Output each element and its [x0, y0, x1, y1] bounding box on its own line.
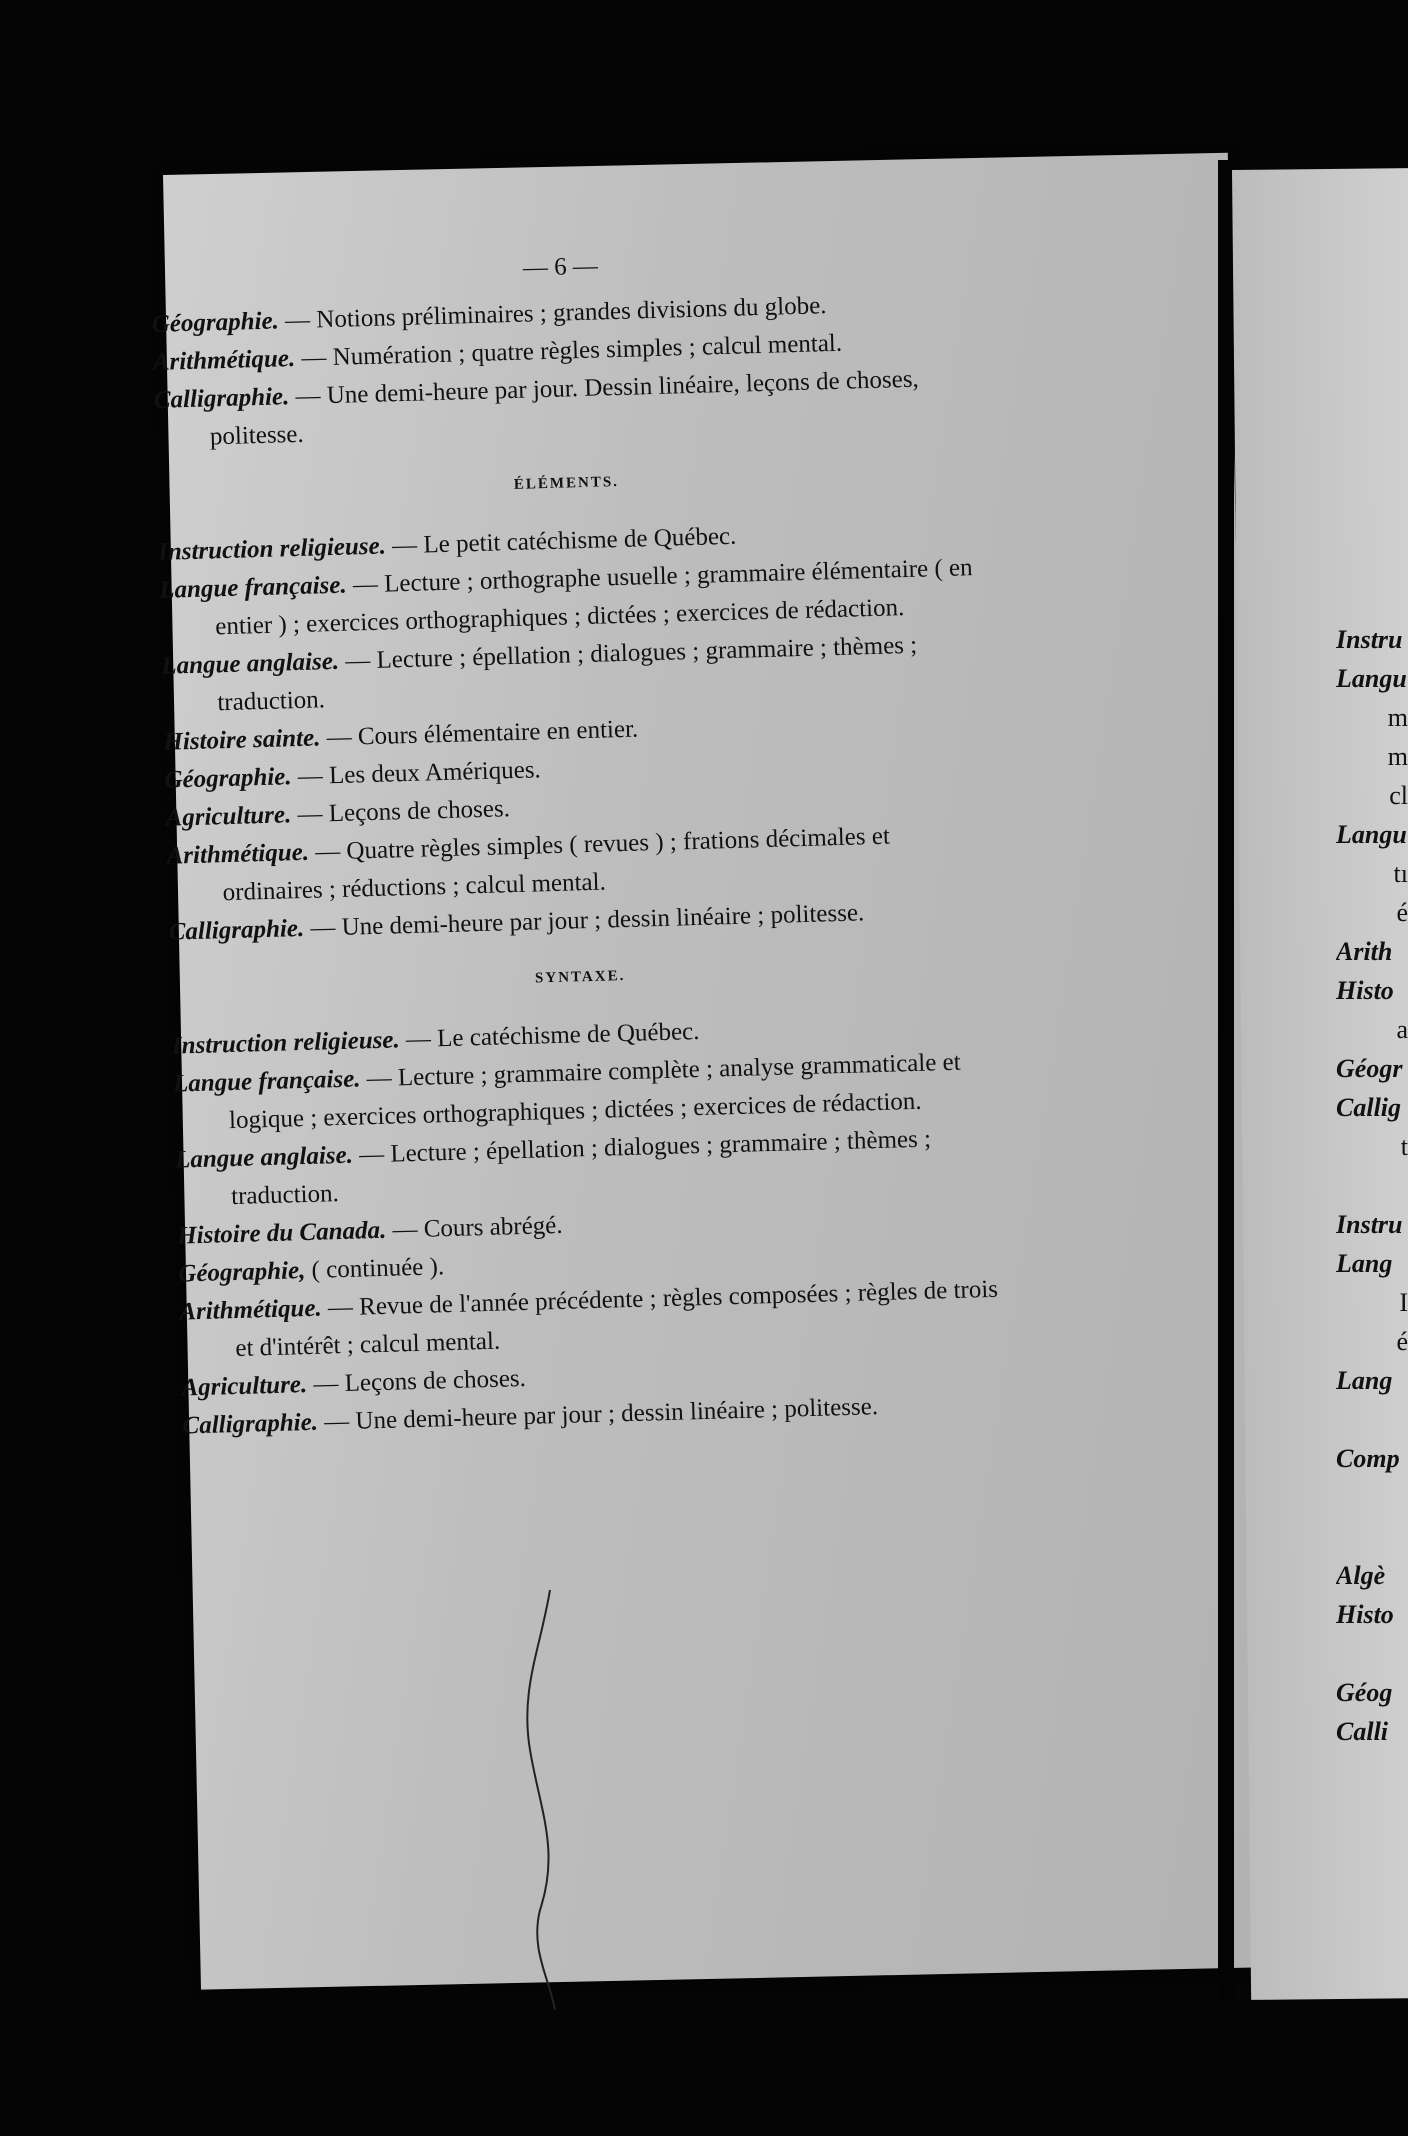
- subject-label: Instruction religieuse.: [157, 532, 387, 566]
- fragment: Langu: [1336, 664, 1407, 693]
- subject-label: Langue française.: [172, 1065, 361, 1098]
- fragment: Lang: [1336, 1249, 1393, 1278]
- fragment: Algè: [1336, 1561, 1386, 1590]
- subject-text: — Notions préliminaires ; grandes divisions du globe.: [278, 292, 827, 335]
- fragment: Lang: [1336, 1366, 1393, 1395]
- fragment: Géogr: [1336, 1054, 1403, 1083]
- fragment: I: [1399, 1288, 1408, 1317]
- subject-text: — Les deux Amériques.: [291, 756, 542, 791]
- subject-text: — Lecture ; épellation ; dialogues ; grammaire ; thèmes ; traduction.: [230, 1125, 932, 1211]
- fragment: Instru: [1336, 625, 1403, 654]
- subject-text: — Revue de l'année précédente ; règles composées ; règles de trois et d'intérêt ; calcul mental.: [235, 1275, 999, 1363]
- section-elements: [158, 511, 989, 952]
- fragment: [1336, 1517, 1408, 1556]
- subject-text: — Numération ; quatre règles simples ; calcul mental.: [294, 329, 843, 372]
- subject-text: — Le catéchisme de Québec.: [399, 1017, 700, 1054]
- subject-label: Calligraphie.: [168, 914, 305, 946]
- fragment: Histo: [1336, 976, 1394, 1005]
- fragment: [1336, 1400, 1408, 1439]
- fragment: [1336, 1478, 1408, 1517]
- section-intro: [151, 283, 975, 458]
- fragment: Comp: [1336, 1444, 1400, 1473]
- section-syntaxe: [171, 1005, 1002, 1446]
- facing-page-fragments: [1336, 620, 1408, 1751]
- subject-label: Histoire du Canada.: [176, 1216, 387, 1250]
- fragment: Arith: [1336, 937, 1393, 966]
- fragment: é: [1396, 898, 1408, 927]
- subject-text: — Une demi-heure par jour. Dessin linéaire, leçons de choses, politesse.: [209, 365, 920, 451]
- subject-label: Géographie,: [177, 1257, 306, 1288]
- subject-label: Calligraphie.: [182, 1408, 319, 1440]
- subject-text: — Le petit catéchisme de Québec.: [385, 522, 737, 560]
- subject-label: Arithmétique.: [152, 344, 296, 376]
- page-number: — 6 —: [522, 252, 599, 282]
- fragment: t: [1400, 1132, 1408, 1161]
- subject-label: Agriculture.: [165, 801, 292, 832]
- subject-label: Histoire sainte.: [163, 724, 321, 756]
- fragment: Instru: [1336, 1210, 1403, 1239]
- fragment: cl: [1389, 781, 1408, 810]
- fragment: Histo: [1336, 1600, 1394, 1629]
- fragment: Langu: [1336, 820, 1407, 849]
- fragment: [1336, 1634, 1408, 1673]
- fragment: Calli: [1336, 1717, 1389, 1746]
- fragment: Géog: [1336, 1678, 1393, 1707]
- subject-text: — Leçons de choses.: [306, 1364, 527, 1399]
- subject-text: ( continuée ).: [304, 1253, 445, 1285]
- fragment: [1336, 1166, 1408, 1205]
- subject-text: — Lecture ; grammaire complète ; analyse grammaticale et logique ; exercices orthographiques ; dictées ; exercices de rédaction.: [228, 1048, 962, 1135]
- subject-text: — Quatre règles simples ( revues ) ; frations décimales et ordinaires ; réductions ; calcul mental.: [222, 822, 891, 907]
- subject-text: — Leçons de choses.: [290, 795, 511, 829]
- subject-text: — Une demi-heure par jour ; dessin linéaire ; politesse.: [303, 899, 865, 942]
- subject-label: Langue anglaise.: [174, 1141, 354, 1174]
- subject-label: Arithmétique.: [179, 1294, 323, 1326]
- fragment: m: [1387, 742, 1408, 771]
- fragment: é: [1396, 1327, 1408, 1356]
- subject-text: — Cours abrégé.: [385, 1211, 563, 1244]
- fragment: a: [1396, 1015, 1408, 1044]
- subject-text: — Cours élémentaire en entier.: [320, 715, 639, 752]
- fragment: m: [1387, 703, 1408, 732]
- subject-label: Langue anglaise.: [160, 647, 340, 680]
- section-heading-syntaxe: SYNTAXE.: [534, 968, 626, 987]
- subject-text: — Lecture ; épellation ; dialogues ; grammaire ; thèmes ; traduction.: [217, 631, 918, 717]
- fragment: Callig: [1336, 1093, 1402, 1122]
- page-text: [150, 237, 1003, 1445]
- paper-crack: [510, 1590, 570, 2010]
- subject-label: Calligraphie.: [153, 383, 290, 414]
- subject-label: Instruction religieuse.: [171, 1026, 401, 1060]
- page-gutter: [1218, 160, 1234, 2000]
- subject-text: — Une demi-heure par jour ; dessin linéaire ; politesse.: [317, 1393, 879, 1436]
- subject-label: Géographie.: [151, 307, 280, 338]
- subject-label: Langue française.: [158, 571, 348, 604]
- subject-label: Arithmétique.: [166, 838, 310, 870]
- section-heading-elements: ÉLÉMENTS.: [513, 473, 620, 493]
- subject-label: Géographie.: [164, 763, 292, 794]
- subject-text: — Lecture ; orthographe usuelle ; grammaire élémentaire ( en entier ) ; exercices orthographiques ; dictées ; exercices de rédaction.: [214, 554, 973, 641]
- fragment: tı: [1393, 859, 1408, 888]
- subject-label: Agriculture.: [181, 1371, 308, 1402]
